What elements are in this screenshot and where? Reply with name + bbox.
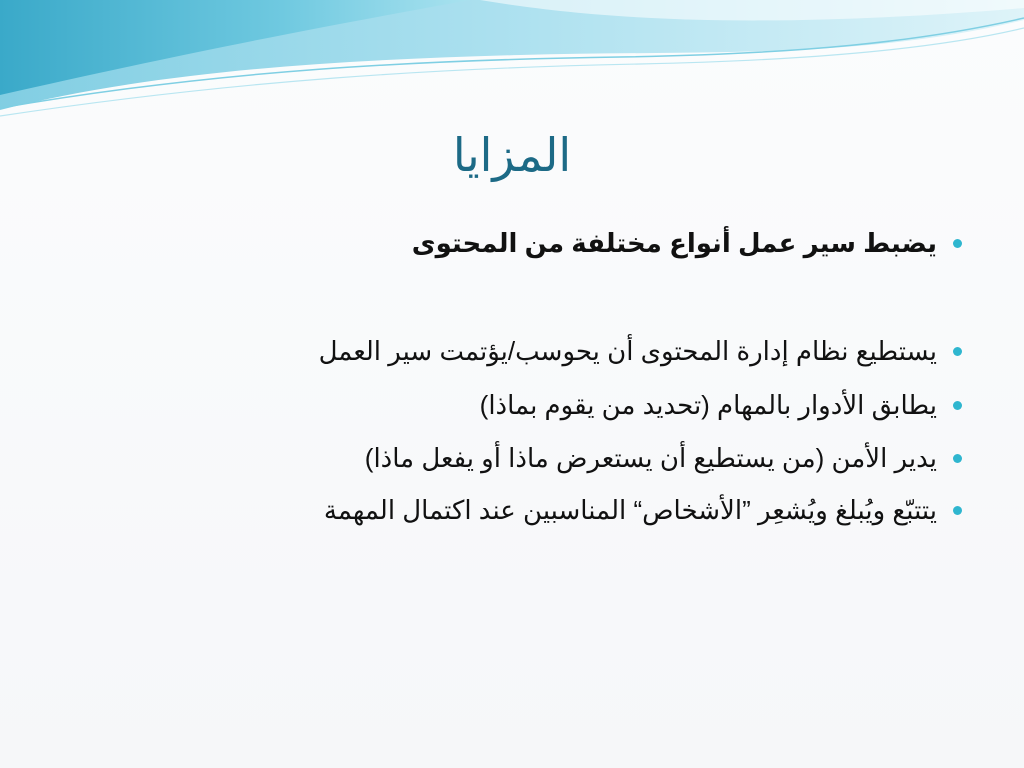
bullet-dot-icon (953, 401, 962, 410)
bullet-text: يتتبّع ويُبلغ ويُشعِر ”الأشخاص“ المناسبين عند اكتمال المهمة (323, 495, 937, 525)
bullet-dot-icon (953, 347, 962, 356)
bullet-text: يستطيع نظام إدارة المحتوى أن يحوسب/يؤتمت سير العمل (318, 336, 937, 366)
bullet-item (412, 228, 962, 259)
bullet-text: يضبط سير عمل أنواع مختلفة من المحتوى (411, 228, 937, 258)
bullet-item (324, 495, 962, 526)
bullet-item (319, 336, 962, 367)
bullet-item (365, 443, 962, 474)
bullet-dot-icon (953, 454, 962, 463)
bullet-text: يدير الأمن (من يستطيع أن يستعرض ماذا أو يفعل ماذا) (364, 443, 937, 473)
bullet-dot-icon (953, 239, 962, 248)
slide-title: المزايا (452, 129, 572, 181)
bullet-text: يطابق الأدوار بالمهام (تحديد من يقوم بماذا) (479, 390, 937, 420)
bullet-dot-icon (953, 506, 962, 515)
header-wave-decoration (0, 0, 1024, 140)
bullet-item (480, 390, 962, 421)
